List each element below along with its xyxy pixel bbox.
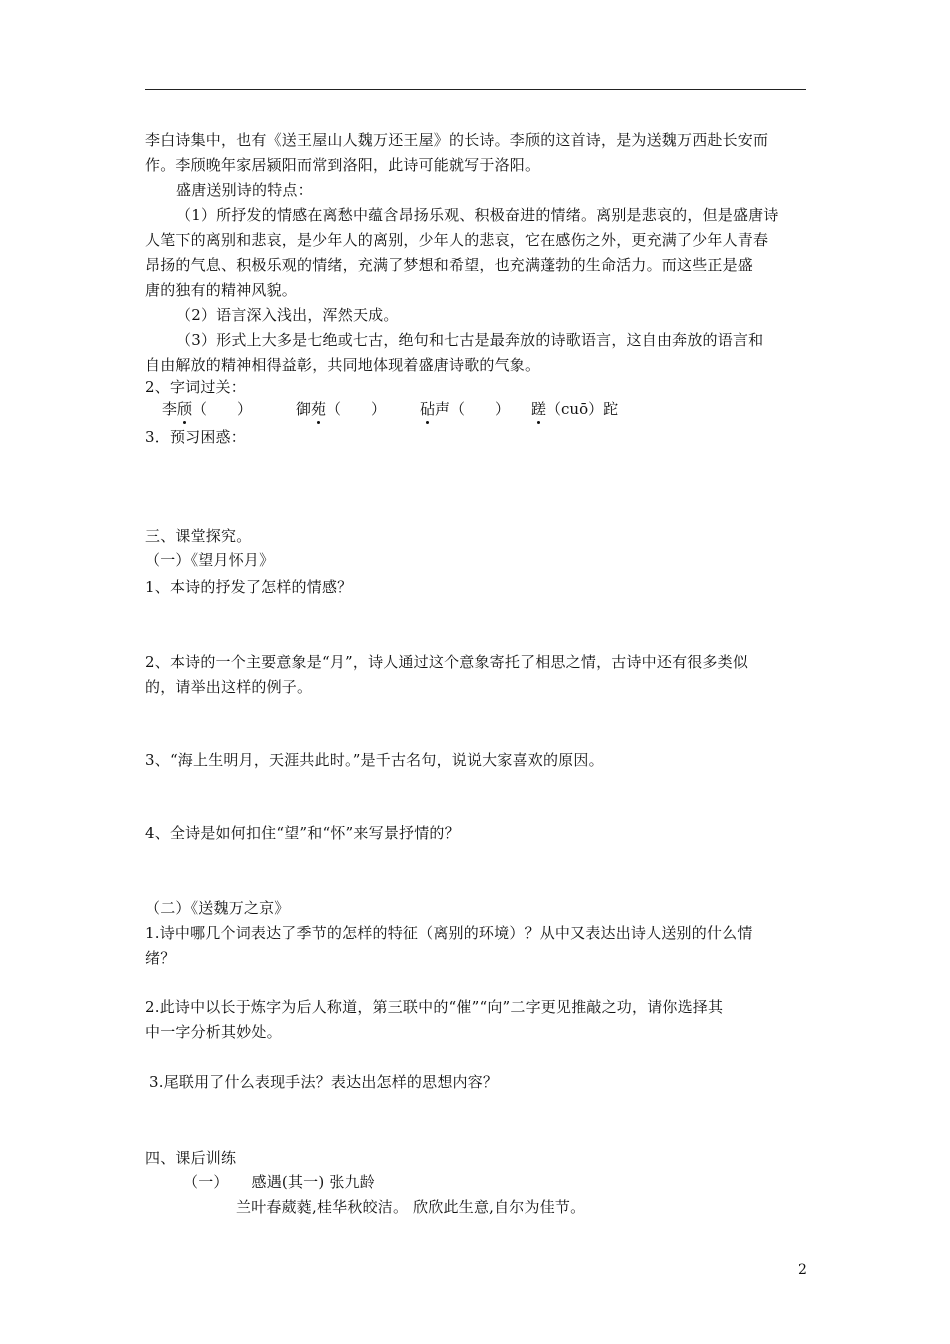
- part-1-title: （一）《望月怀月》: [145, 551, 275, 569]
- dotted-char: 颀: [177, 400, 193, 418]
- part-2-question-2-line: 2.此诗中以长于炼字为后人称道，第三联中的“催”“向”二字更见推敲之功，请你选择其: [145, 998, 724, 1016]
- question-2-line: 2、本诗的一个主要意象是“月”，诗人通过这个意象寄托了相思之情，古诗中还有很多类似: [145, 653, 749, 671]
- feature-1-line: 人笔下的离别和悲哀，是少年人的离别，少年人的悲哀，它在感伤之外，更充满了少年人青春: [145, 231, 769, 249]
- question-4: 4、全诗是如何扣住“望”和“怀”来写景抒情的？: [145, 824, 460, 842]
- part-2-question-1-line: 绪？: [145, 949, 176, 967]
- intro-paragraph-line: 李白诗集中，也有《送王屋山人魏万还王屋》的长诗。李颀的这首诗，是为送魏万西赴长安而: [145, 131, 769, 149]
- vocab-item: 御苑（ ）: [296, 400, 387, 418]
- vocab-title: 2、字词过关：: [145, 378, 246, 396]
- poem-line: 兰叶春葳蕤,桂华秋皎洁。 欣欣此生意,自尔为佳节。: [236, 1198, 586, 1216]
- part-2-question-3: 3.尾联用了什么表现手法？表达出怎样的思想内容？: [149, 1073, 499, 1091]
- dotted-char: 砧: [420, 400, 436, 418]
- part-2-title: （二）《送魏万之京》: [145, 899, 290, 917]
- poem-heading: （一） 感遇(其一) 张九龄: [183, 1173, 375, 1191]
- feature-1-line: （1）所抒发的情感在离愁中蕴含昂扬乐观、积极奋进的情绪。离别是悲哀的，但是盛唐诗: [176, 206, 779, 224]
- features-title: 盛唐送别诗的特点：: [176, 181, 313, 199]
- dotted-char: 蹉: [531, 400, 547, 418]
- feature-3-line: （3）形式上大多是七绝或七古，绝句和七古是最奔放的诗歌语言，这自由奔放的语言和: [176, 331, 764, 349]
- question-1: 1、本诗的抒发了怎样的情感？: [145, 578, 353, 596]
- feature-1-line: 唐的独有的精神风貌。: [145, 281, 298, 299]
- vocab-item: 李颀（ ）: [162, 400, 253, 418]
- section-3-title: 三、课堂探究。: [145, 527, 252, 545]
- preview-prompt: 3．预习困惑：: [145, 428, 246, 446]
- part-2-question-1-line: 1.诗中哪几个词表达了季节的怎样的特征（离别的环境）？从中又表达出诗人送别的什么情: [145, 924, 753, 942]
- feature-3-line: 自由解放的精神相得益彰，共同地体现着盛唐诗歌的气象。: [145, 356, 541, 374]
- question-3: 3、“海上生明月，天涯共此时。”是千古名句，说说大家喜欢的原因。: [145, 751, 604, 769]
- question-2-line: 的，请举出这样的例子。: [145, 678, 313, 696]
- part-2-question-2-line: 中一字分析其妙处。: [145, 1023, 282, 1041]
- header-rule: [145, 89, 806, 90]
- dotted-char: 苑: [311, 400, 327, 418]
- feature-1-line: 昂扬的气息、积极乐观的情绪，充满了梦想和希望，也充满蓬勃的生命活力。而这些正是盛: [145, 256, 754, 274]
- vocab-item: 蹉（cuō）跎: [531, 400, 619, 418]
- feature-2: （2）语言深入浅出，浑然天成。: [176, 306, 399, 324]
- intro-paragraph-line: 作。李颀晚年家居颍阳而常到洛阳，此诗可能就写于洛阳。: [145, 156, 541, 174]
- vocab-item: 砧声（ ）: [420, 400, 511, 418]
- page-number: 2: [798, 1262, 807, 1278]
- section-4-title: 四、课后训练: [145, 1149, 237, 1167]
